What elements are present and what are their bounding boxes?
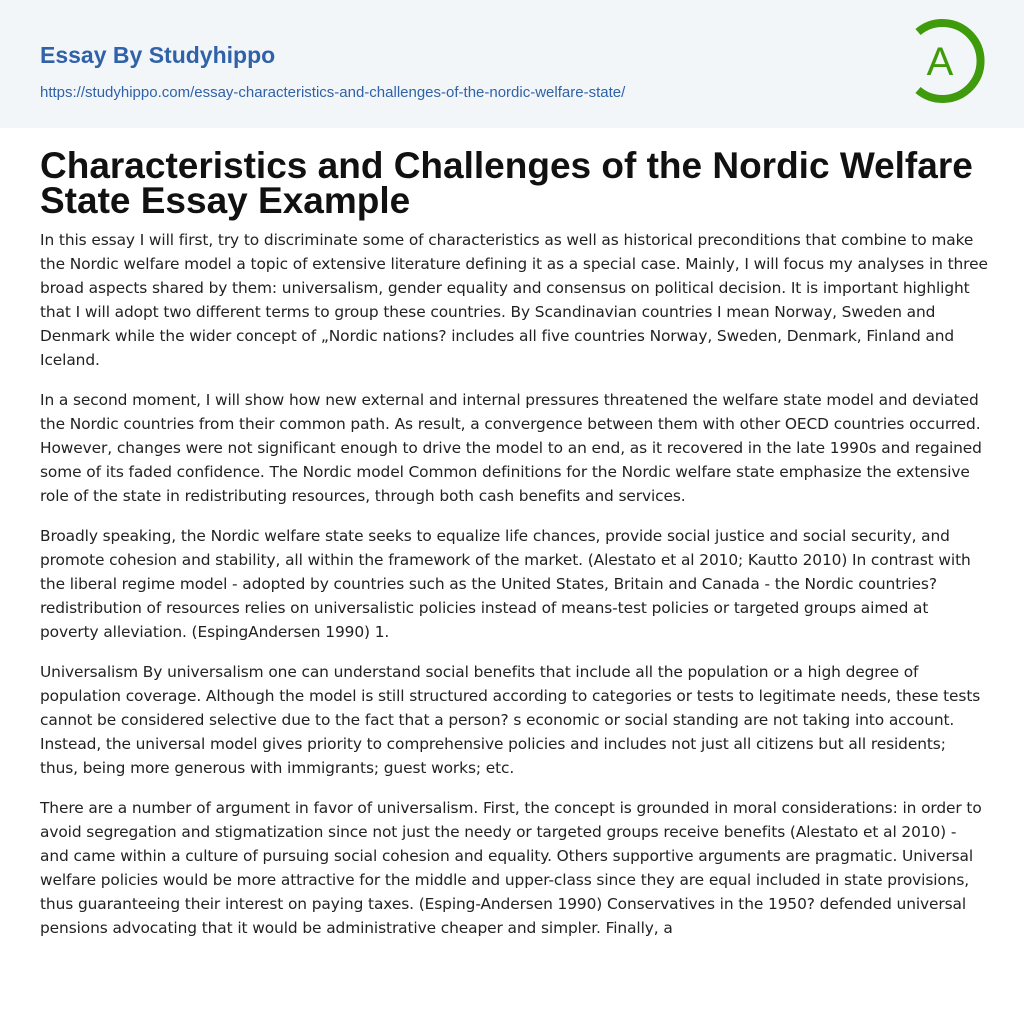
site-header <box>0 0 1024 128</box>
essay-paragraph: In a second moment, I will show how new external and internal pressures threatened the welfare state model and deviated the Nordic countries from their common path. As result, a convergence between them with other OECD countries occurred. However, changes were not significant enough to drive the model to an end, as it recovered in the late 1990s and regained some of its faded confidence. The Nordic model Common definitions for the Nordic welfare state emphasize the extensive role of the state in redistributing resources, through both cash benefits and services. <box>40 391 982 505</box>
essay-url-link[interactable]: https://studyhippo.com/essay-characteristics-and-challenges-of-the-nordic-welfare-state/ <box>40 84 626 101</box>
essay-paragraph: There are a number of argument in favor of universalism. First, the concept is grounded in moral considerations: in order to avoid segregation and stigmatization since not just the needy or targeted groups receive benefits (Alestato et al 2010) - and came within a culture of pursuing social cohesion and equality. Others supportive arguments are pragmatic. Universal welfare policies would be more attractive for the middle and upper-class since they are equal included in state provisions, thus guaranteeing their interest on paying taxes. (Esping-Andersen 1990) Conservatives in the 1950? defended universal pensions advocating that it would be administrative cheaper and simpler. Finally, a <box>40 799 982 937</box>
essay-paragraph: Universalism By universalism one can understand social benefits that include all the population or a high degree of population coverage. Although the model is still structured according to categories or tests to legitimate needs, these tests cannot be considered selective due to the fact that a person? s economic or social standing are not taking into account. Instead, the universal model gives priority to comprehensive policies and includes not just all citizens but all residents; thus, being more generous with immigrants; guest works; etc. <box>40 663 981 777</box>
logo-letter: A <box>926 40 954 84</box>
studyhippo-logo-icon <box>900 18 986 104</box>
brand-title: Essay By Studyhippo <box>40 42 276 68</box>
essay-paragraph: Broadly speaking, the Nordic welfare state seeks to equalize life chances, provide social justice and social security, and promote cohesion and stability, all within the framework of the market. (Alestato et al 2010; Kautto 2010) In contrast with the liberal regime model - adopted by countries such as the United States, Britain and Canada - the Nordic countries? redistribution of resources relies on universalistic policies instead of means-test policies or targeted groups aimed at poverty alleviation. (EspingAndersen 1990) 1. <box>40 527 971 641</box>
essay-body <box>40 228 988 956</box>
page-title: Characteristics and Challenges of the Nordic Welfare State Essay Example <box>40 145 973 221</box>
essay-paragraph: In this essay I will first, try to discriminate some of characteristics as well as historical preconditions that combine to make the Nordic welfare model a topic of extensive literature defining it as a special case. Mainly, I will focus my analyses in three broad aspects shared by them: universalism, gender equality and consensus on political decision. It is important highlight that I will adopt two different terms to group these countries. By Scandinavian countries I mean Norway, Sweden and Denmark while the wider concept of „Nordic nations? includes all five countries Norway, Sweden, Denmark, Finland and Iceland. <box>40 231 988 369</box>
